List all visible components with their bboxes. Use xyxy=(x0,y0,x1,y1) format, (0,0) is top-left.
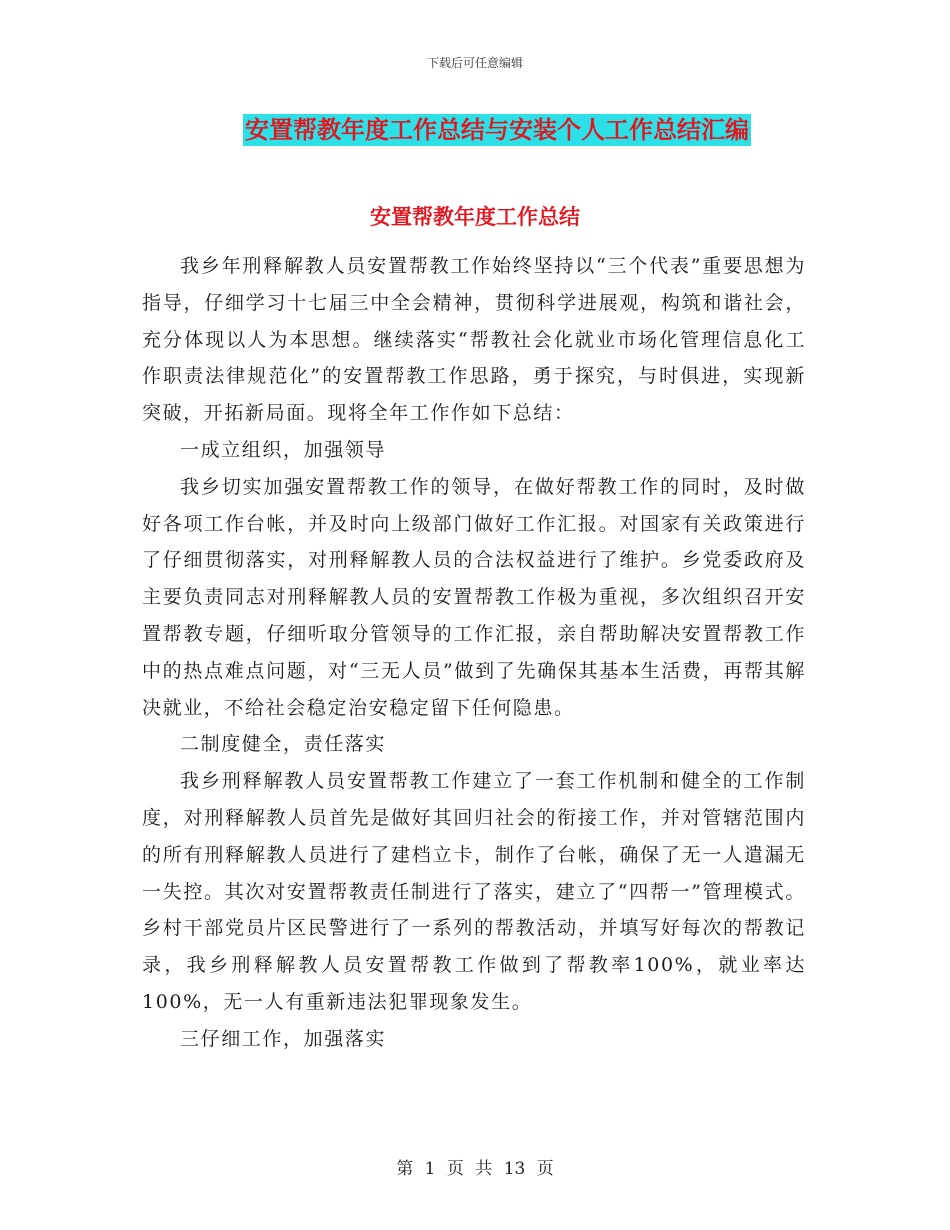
header-note: 下载后可任意编辑 xyxy=(426,56,523,70)
paragraph-intro: 我乡年刑释解教人员安置帮教工作始终坚持以“三个代表”重要思想为指导，仔细学习十七届三中全会精神，贯彻科学进展观，构筑和谐社会，充分体现以人为本思想。继续落实“帮教社会化就业市场化管理信息化工作职责法律规范化”的安置帮教工作思路，勇于探究，与时俱进，实现新突破，开拓新局面。现将全年工作作如下总结： xyxy=(142,255,806,425)
paragraph-1: 我乡切实加强安置帮教工作的领导，在做好帮教工作的同时，及时做好各项工作台帐，并及时向上级部门做好工作汇报。对国家有关政策进行了仔细贯彻落实，对刑释解教人员的合法权益进行了维护。乡党委政府及主要负责同志对刑释解教人员的安置帮教工作极为重视，多次组织召开安置帮教专题，仔细听取分管领导的工作汇报，亲自帮助解决安置帮教工作中的热点难点问题，对“三无人员”做到了先确保其基本生活费，再帮其解决就业，不给社会稳定治安稳定留下任何隐患。 xyxy=(142,475,806,719)
heading-3: 三仔细工作，加强落实 xyxy=(180,1027,387,1050)
heading-1: 一成立组织，加强领导 xyxy=(180,438,387,461)
page-number-footer: 第 1 页 共 13 页 xyxy=(396,1159,554,1179)
document-title: 安置帮教年度工作总结与安装个人工作总结汇编 xyxy=(245,115,749,144)
paragraph-2: 我乡刑释解教人员安置帮教工作建立了一套工作机制和健全的工作制度，对刑释解教人员首先是做好其回归社会的衔接工作，并对管辖范围内的所有刑释解教人员进行了建档立卡，制作了台帐，确保了无一人遣漏无一失控。其次对安置帮教责任制进行了落实，建立了“四帮一”管理模式。乡村干部党员片区民警进行了一系列的帮教活动，并填写好每次的帮教记录，我乡刑释解教人员安置帮教工作做到了帮教率100%，就业率达100%，无一人有重新违法犯罪现象发生。 xyxy=(142,770,806,1013)
section-title: 安置帮教年度工作总结 xyxy=(370,204,580,229)
heading-2: 二制度健全，责任落实 xyxy=(180,733,387,756)
document-title-container xyxy=(22,114,950,146)
document-body xyxy=(142,248,806,1058)
